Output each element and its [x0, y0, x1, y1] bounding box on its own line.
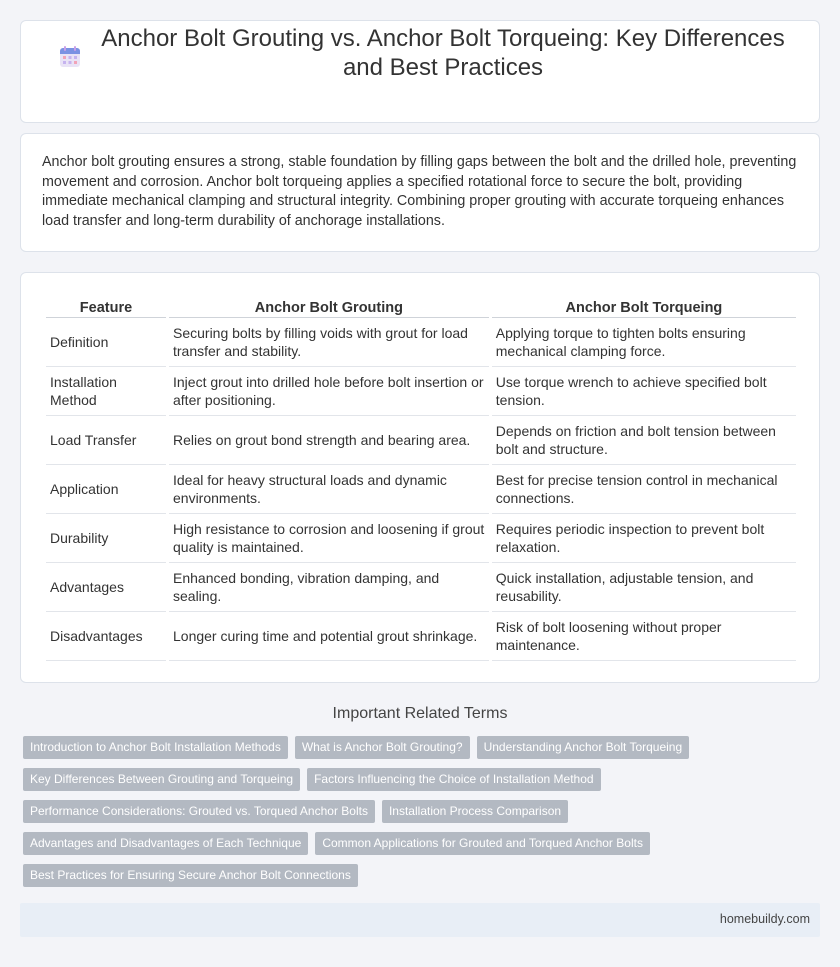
header-feature: Feature	[46, 296, 166, 318]
footer-site-link[interactable]: homebuildy.com	[719, 912, 810, 926]
related-term-tag[interactable]: Installation Process Comparison	[382, 800, 568, 823]
torqueing-cell: Risk of bolt loosening without proper maintenance.	[492, 612, 796, 661]
table-row	[46, 563, 796, 612]
grouting-cell: Longer curing time and potential grout shrinkage.	[169, 612, 489, 661]
header-grouting: Anchor Bolt Grouting	[169, 296, 489, 318]
torqueing-cell: Depends on friction and bolt tension between bolt and structure.	[492, 416, 796, 465]
torqueing-cell: Quick installation, adjustable tension, and reusability.	[492, 563, 796, 612]
grouting-cell: Securing bolts by filling voids with grout for load transfer and stability.	[169, 318, 489, 367]
comparison-table-card	[20, 272, 820, 683]
related-term-tag[interactable]: Advantages and Disadvantages of Each Technique	[23, 832, 308, 855]
feature-cell: Installation Method	[46, 367, 166, 416]
related-term-tag[interactable]: Performance Considerations: Grouted vs. Torqued Anchor Bolts	[23, 800, 375, 823]
grouting-cell: High resistance to corrosion and loosening if grout quality is maintained.	[169, 514, 489, 563]
related-term-tag[interactable]: Key Differences Between Grouting and Torqueing	[23, 768, 300, 791]
table-row	[46, 514, 796, 563]
intro-card	[20, 133, 820, 252]
related-term-tag[interactable]: Introduction to Anchor Bolt Installation Methods	[23, 736, 288, 759]
header-torqueing: Anchor Bolt Torqueing	[492, 296, 796, 318]
grouting-cell: Enhanced bonding, vibration damping, and sealing.	[169, 563, 489, 612]
feature-cell: Durability	[46, 514, 166, 563]
table-row	[46, 612, 796, 661]
torqueing-cell: Requires periodic inspection to prevent bolt relaxation.	[492, 514, 796, 563]
feature-cell: Disadvantages	[46, 612, 166, 661]
feature-cell: Definition	[46, 318, 166, 367]
comparison-table	[43, 296, 799, 661]
feature-cell: Advantages	[46, 563, 166, 612]
torqueing-cell: Best for precise tension control in mechanical connections.	[492, 465, 796, 514]
related-term-tag[interactable]: Common Applications for Grouted and Torqued Anchor Bolts	[315, 832, 650, 855]
torqueing-cell: Use torque wrench to achieve specified bolt tension.	[492, 367, 796, 416]
footer	[20, 903, 820, 937]
torqueing-cell: Applying torque to tighten bolts ensuring mechanical clamping force.	[492, 318, 796, 367]
feature-cell: Load Transfer	[46, 416, 166, 465]
feature-cell: Application	[46, 465, 166, 514]
grouting-cell: Inject grout into drilled hole before bolt insertion or after positioning.	[169, 367, 489, 416]
table-row	[46, 318, 796, 367]
calendar-icon	[58, 45, 82, 69]
related-term-tag[interactable]: Factors Influencing the Choice of Installation Method	[307, 768, 601, 791]
table-row	[46, 367, 796, 416]
related-term-tag[interactable]: What is Anchor Bolt Grouting?	[295, 736, 470, 759]
table-header-row	[46, 296, 796, 318]
related-terms-list	[23, 736, 803, 887]
related-term-tag[interactable]: Best Practices for Ensuring Secure Anchor Bolt Connections	[23, 864, 358, 887]
page-title: Anchor Bolt Grouting vs. Anchor Bolt Torqueing: Key Differences and Best Practices	[101, 25, 785, 81]
intro-paragraph: Anchor bolt grouting ensures a strong, stable foundation by filling gaps between the bolt and the drilled hole, preventing movement and corrosion. Anchor bolt torqueing applies a specified rotational force to secure the bolt, providing immediate mechanical clamping and structural integrity. Combining proper grouting with accurate torqueing enhances load transfer and long-term durability of anchorage installations.	[42, 154, 797, 229]
related-term-tag[interactable]: Understanding Anchor Bolt Torqueing	[477, 736, 690, 759]
grouting-cell: Relies on grout bond strength and bearing area.	[169, 416, 489, 465]
table-row	[46, 416, 796, 465]
grouting-cell: Ideal for heavy structural loads and dynamic environments.	[169, 465, 489, 514]
related-terms-heading: Important Related Terms	[332, 705, 508, 722]
table-row	[46, 465, 796, 514]
